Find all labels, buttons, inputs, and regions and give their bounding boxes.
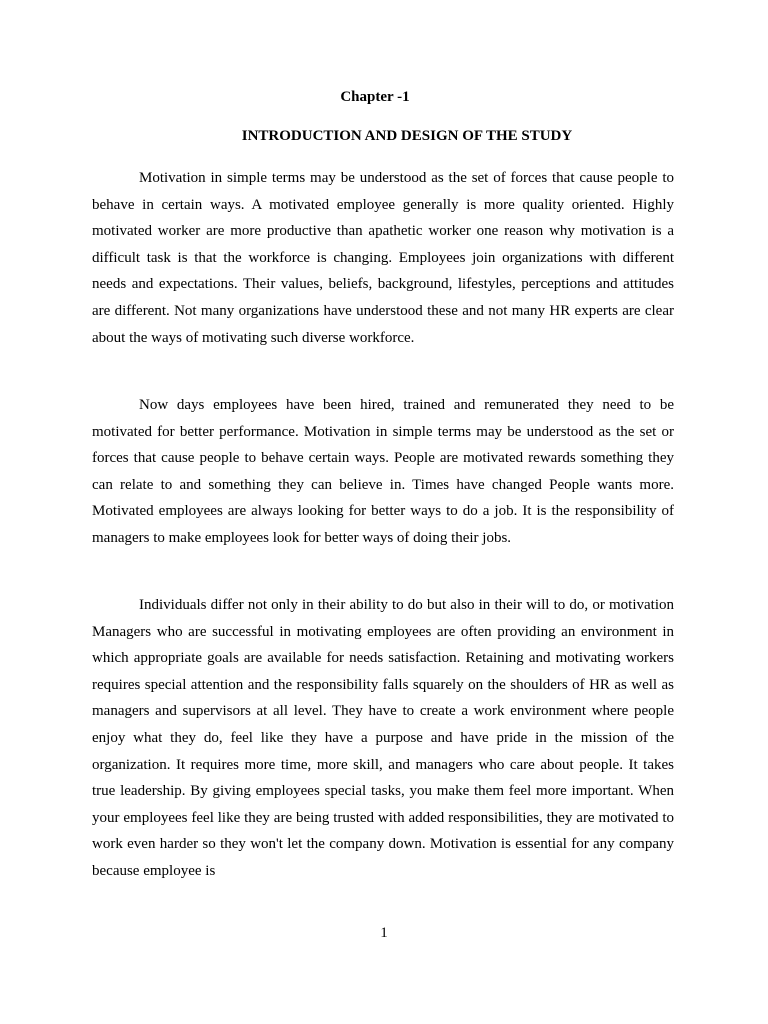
page-number: 1: [380, 925, 388, 941]
chapter-title: INTRODUCTION AND DESIGN OF THE STUDY: [241, 128, 573, 144]
chapter-label: Chapter -1: [340, 89, 410, 105]
body-paragraph-2: Now days employees have been hired, trained and remunerated they need to be motivated for better performance. Motivation in simple terms may be understood as the set or forces that cause people to behave certain ways. People are motivated rewards something they can relate to and something they can believe in. Times have changed People wants more. Motivated employees are always looking for better ways to do a job. It is the responsibility of managers to make employees look for better ways of doing their jobs.: [92, 397, 674, 546]
body-paragraph-3: Individuals differ not only in their ability to do but also in their will to do, or motivation Managers who are successful in motivating employees are often providing an environment in which appropriate goals are available for needs satisfaction. Retaining and motivating workers requires special attention and the responsibility falls squarely on the shoulders of HR as well as managers and supervisors at all level. They have to create a work environment where people enjoy what they do, feel like they have a purpose and have pride in the mission of the organization. It requires more time, more skill, and managers who care about people. It takes true leadership. By giving employees special tasks, you make them feel more important. When your employees feel like they are being trusted with added responsibilities, they are motivated to work even harder so they won't let the company down. Motivation is essential for any company because employee is: [92, 597, 674, 879]
body-paragraph-1: Motivation in simple terms may be understood as the set of forces that cause people to behave in certain ways. A motivated employee generally is more quality oriented. Highly motivated worker are more productive than apathetic worker one reason why motivation is a difficult task is that the workforce is changing. Employees join organizations with different needs and expectations. Their values, beliefs, background, lifestyles, perceptions and attitudes are different. Not many organizations have understood these and not many HR experts are clear about the ways of motivating such diverse workforce.: [92, 170, 674, 346]
